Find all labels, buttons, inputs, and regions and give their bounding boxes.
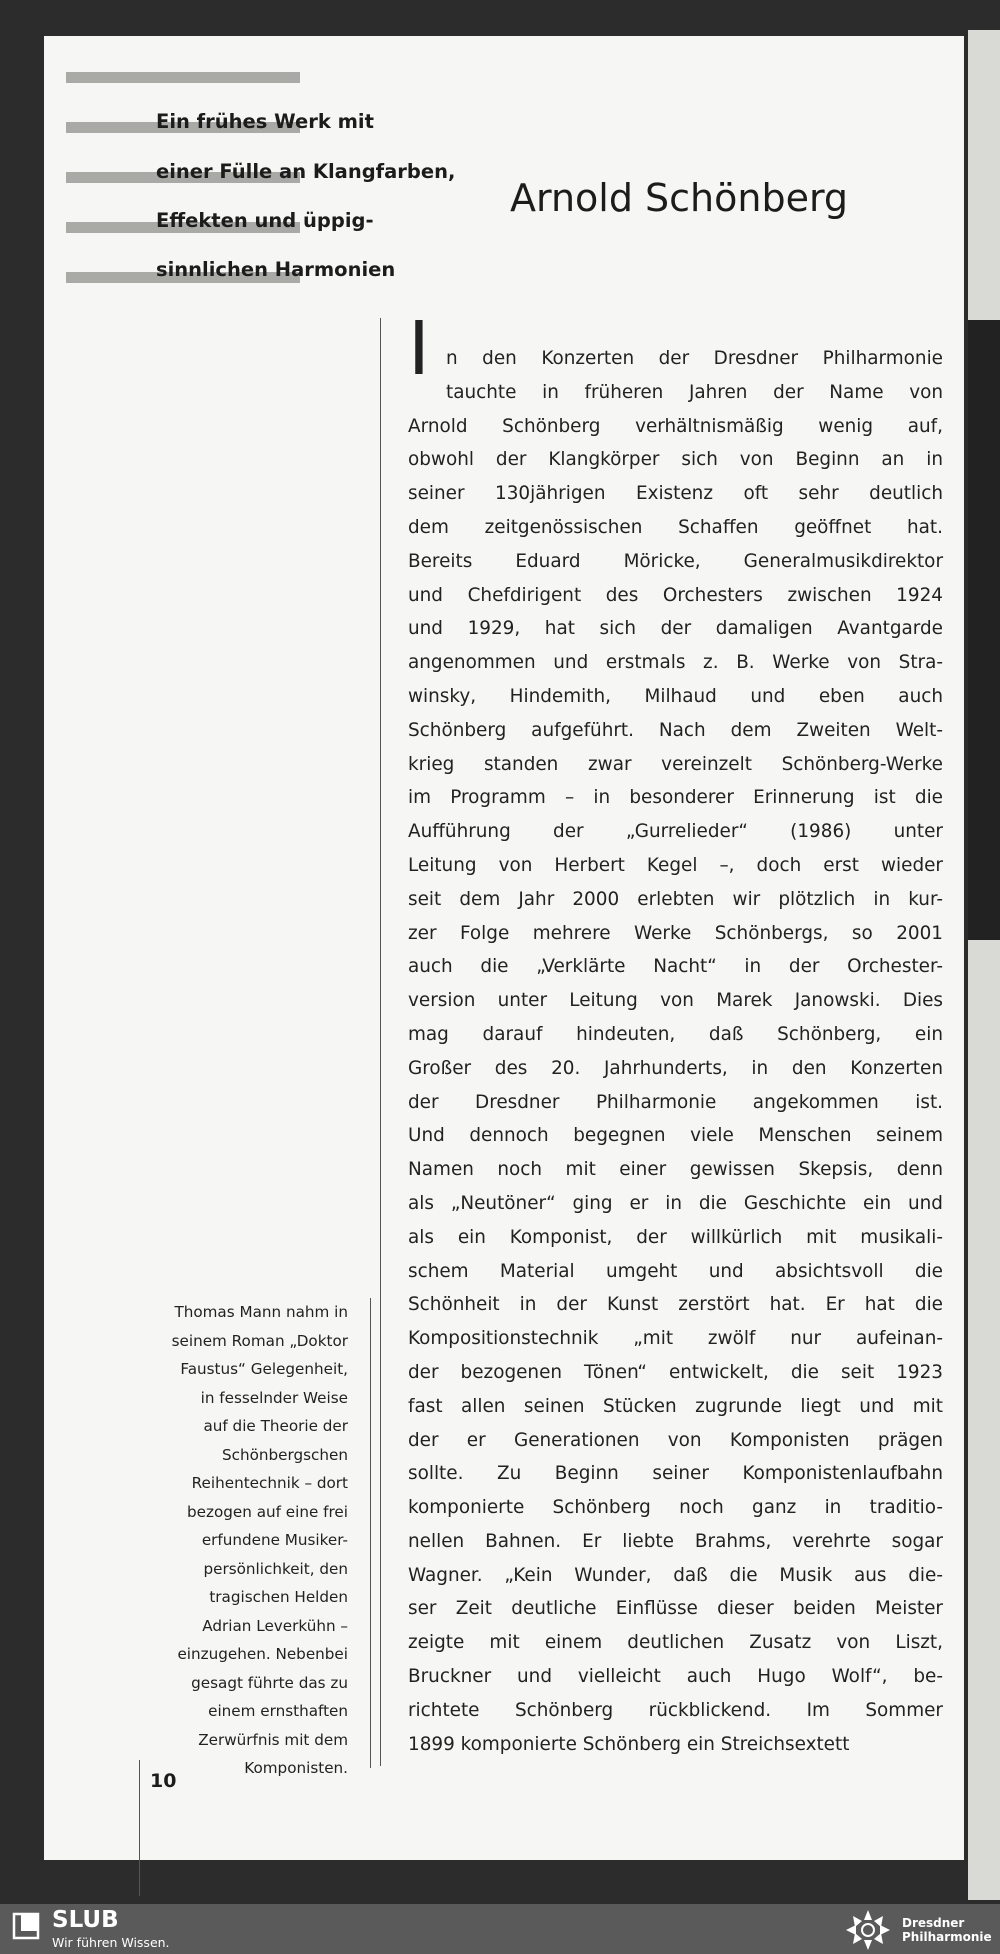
footer-bar: [0, 1904, 1000, 1954]
body-line: Namen noch mit einer gewissen Skepsis, denn: [408, 1159, 943, 1181]
body-line: und 1929, hat sich der damaligen Avantgarde: [408, 618, 943, 640]
caption-line: erfundene Musiker-: [201, 1531, 348, 1549]
body-line: nellen Bahnen. Er liebte Brahms, verehrte sogar: [408, 1530, 943, 1552]
body-line: sollte. Zu Beginn seiner Komponistenlaufbahn: [408, 1463, 943, 1485]
sidebar-heading-line: sinnlichen Harmonien: [156, 258, 396, 281]
drop-cap: I: [408, 306, 430, 392]
library-slogan: Wir führen Wissen.: [52, 1935, 170, 1950]
caption-line: in fesselnder Weise: [200, 1388, 348, 1407]
caption-line: Adrian Leverkühn –: [202, 1616, 348, 1635]
body-line: Bereits Eduard Möricke, Generalmusikdirektor: [408, 550, 943, 572]
body-line: der er Generationen von Komponisten prägen: [408, 1429, 943, 1451]
body-line: Schönheit in der Kunst zerstört hat. Er hat die: [408, 1294, 943, 1316]
body-line: krieg standen zwar vereinzelt Schönberg-Werke: [408, 753, 943, 775]
scan-right-edge: [968, 30, 1000, 1900]
body-line: komponierte Schönberg noch ganz in traditio-: [408, 1497, 943, 1519]
caption-line: Faustus“ Gelegenheit,: [180, 1360, 348, 1378]
caption-line: tragischen Helden: [209, 1588, 348, 1606]
body-line: Und dennoch begegnen viele Menschen seinem: [408, 1125, 943, 1147]
body-line: seit dem Jahr 2000 erlebten wir plötzlich in kur-: [408, 888, 943, 910]
body-line: Arnold Schönberg verhältnismäßig wenig auf,: [408, 415, 943, 437]
column-rule: [380, 318, 381, 1766]
body-line: seiner 130jährigen Existenz oft sehr deutlich: [408, 483, 943, 505]
library-name: SLUB: [52, 1907, 119, 1933]
caption-line: gesagt führte das zu: [191, 1673, 348, 1692]
caption-line: Schönbergschen: [222, 1445, 348, 1464]
caption-rule: [370, 1298, 371, 1768]
caption-line: bezogen auf eine frei: [187, 1502, 348, 1521]
orchestra-logo-icon: [842, 1908, 894, 1952]
body-line: obwohl der Klangkörper sich von Beginn an in: [408, 449, 943, 471]
body-line: mag darauf hindeuten, daß Schönberg, ein: [408, 1023, 943, 1045]
caption-line: persönlichkeit, den: [203, 1559, 348, 1578]
caption-line: einem ernsthaften: [208, 1702, 348, 1720]
body-line: schem Material umgeht und absichtsvoll die: [408, 1260, 943, 1282]
body-line: Leitung von Herbert Kegel –, doch erst wieder: [408, 854, 943, 876]
body-first-lines: [446, 342, 943, 410]
body-line: Wagner. „Kein Wunder, daß die Musik aus die-: [408, 1564, 943, 1586]
caption-line: auf die Theorie der: [203, 1417, 348, 1435]
body-line: angenommen und erstmals z. B. Werke von Stra-: [408, 652, 943, 674]
caption-line: Thomas Mann nahm in: [174, 1303, 348, 1321]
article-title: Arnold Schönberg: [510, 176, 849, 220]
caption-line: Zerwürfnis mit dem: [198, 1730, 348, 1749]
body-line: zeigte mit einem deutlichen Zusatz von Liszt,: [408, 1632, 943, 1654]
page-number-rule: [139, 1760, 140, 1896]
sidebar-heading-line: Effekten und üppig-: [156, 209, 374, 232]
body-line: der Dresdner Philharmonie angekommen ist.: [408, 1091, 943, 1113]
decorative-stripe: [66, 72, 300, 83]
side-caption: [124, 1298, 348, 1783]
body-line: als ein Komponist, der willkürlich mit musikali-: [408, 1226, 943, 1248]
caption-line: seinem Roman „Doktor: [171, 1331, 348, 1350]
caption-line: Komponisten.: [244, 1759, 348, 1777]
caption-line: einzugehen. Nebenbei: [177, 1645, 348, 1663]
body-line: im Programm – in besonderer Erinnerung ist die: [408, 787, 943, 809]
body-line: Kompositionstechnik „mit zwölf nur aufeinan-: [408, 1328, 943, 1350]
body-line: zer Folge mehrere Werke Schönbergs, so 2001: [408, 922, 943, 944]
body-line: auch die „Verklärte Nacht“ in der Orchester-: [408, 956, 943, 978]
body-line: richtete Schönberg rückblickend. Im Sommer: [408, 1699, 943, 1721]
orchestra-name-line1: Dresdner: [902, 1916, 965, 1930]
body-line: Schönberg aufgeführt. Nach dem Zweiten Welt-: [408, 719, 943, 741]
body-line: der bezogenen Tönen“ entwickelt, die seit 1923: [408, 1361, 943, 1383]
body-line: winsky, Hindemith, Milhaud und eben auch: [408, 685, 943, 707]
sidebar-heading-line: Ein frühes Werk mit: [156, 110, 374, 133]
orchestra-name: [902, 1916, 992, 1944]
body-line: und Chefdirigent des Orchesters zwischen 1924: [408, 584, 943, 606]
body-line: ser Zeit deutliche Einflüsse dieser beiden Meister: [408, 1598, 943, 1620]
article-body: [408, 410, 943, 1762]
document-page: [44, 36, 964, 1860]
page-number: 10: [150, 1770, 177, 1792]
caption-line: Reihentechnik – dort: [191, 1474, 348, 1492]
body-line: dem zeitgenössischen Schaffen geöffnet hat.: [408, 516, 943, 538]
body-line: 1899 komponierte Schönberg ein Streichsextett: [408, 1733, 850, 1755]
body-line: Bruckner und vielleicht auch Hugo Wolf“, be-: [408, 1666, 943, 1688]
body-line: Großer des 20. Jahrhunderts, in den Konzerten: [408, 1057, 943, 1079]
body-line: version unter Leitung von Marek Janowski. Dies: [408, 990, 943, 1012]
body-line: Aufführung der „Gurrelieder“ (1986) unter: [408, 821, 943, 843]
orchestra-name-line2: Philharmonie: [902, 1930, 992, 1944]
scan-dark-strip: [968, 320, 1000, 940]
body-line: als „Neutöner“ ging er in die Geschichte ein und: [408, 1192, 943, 1214]
body-line: n den Konzerten der Dresdner Philharmonie: [446, 348, 943, 369]
slub-logo-icon: [12, 1912, 40, 1940]
sidebar-heading-line: einer Fülle an Klangfarben,: [156, 160, 456, 183]
body-line: tauchte in früheren Jahren der Name von: [446, 381, 943, 403]
body-line: fast allen seinen Stücken zugrunde liegt und mit: [408, 1395, 943, 1417]
